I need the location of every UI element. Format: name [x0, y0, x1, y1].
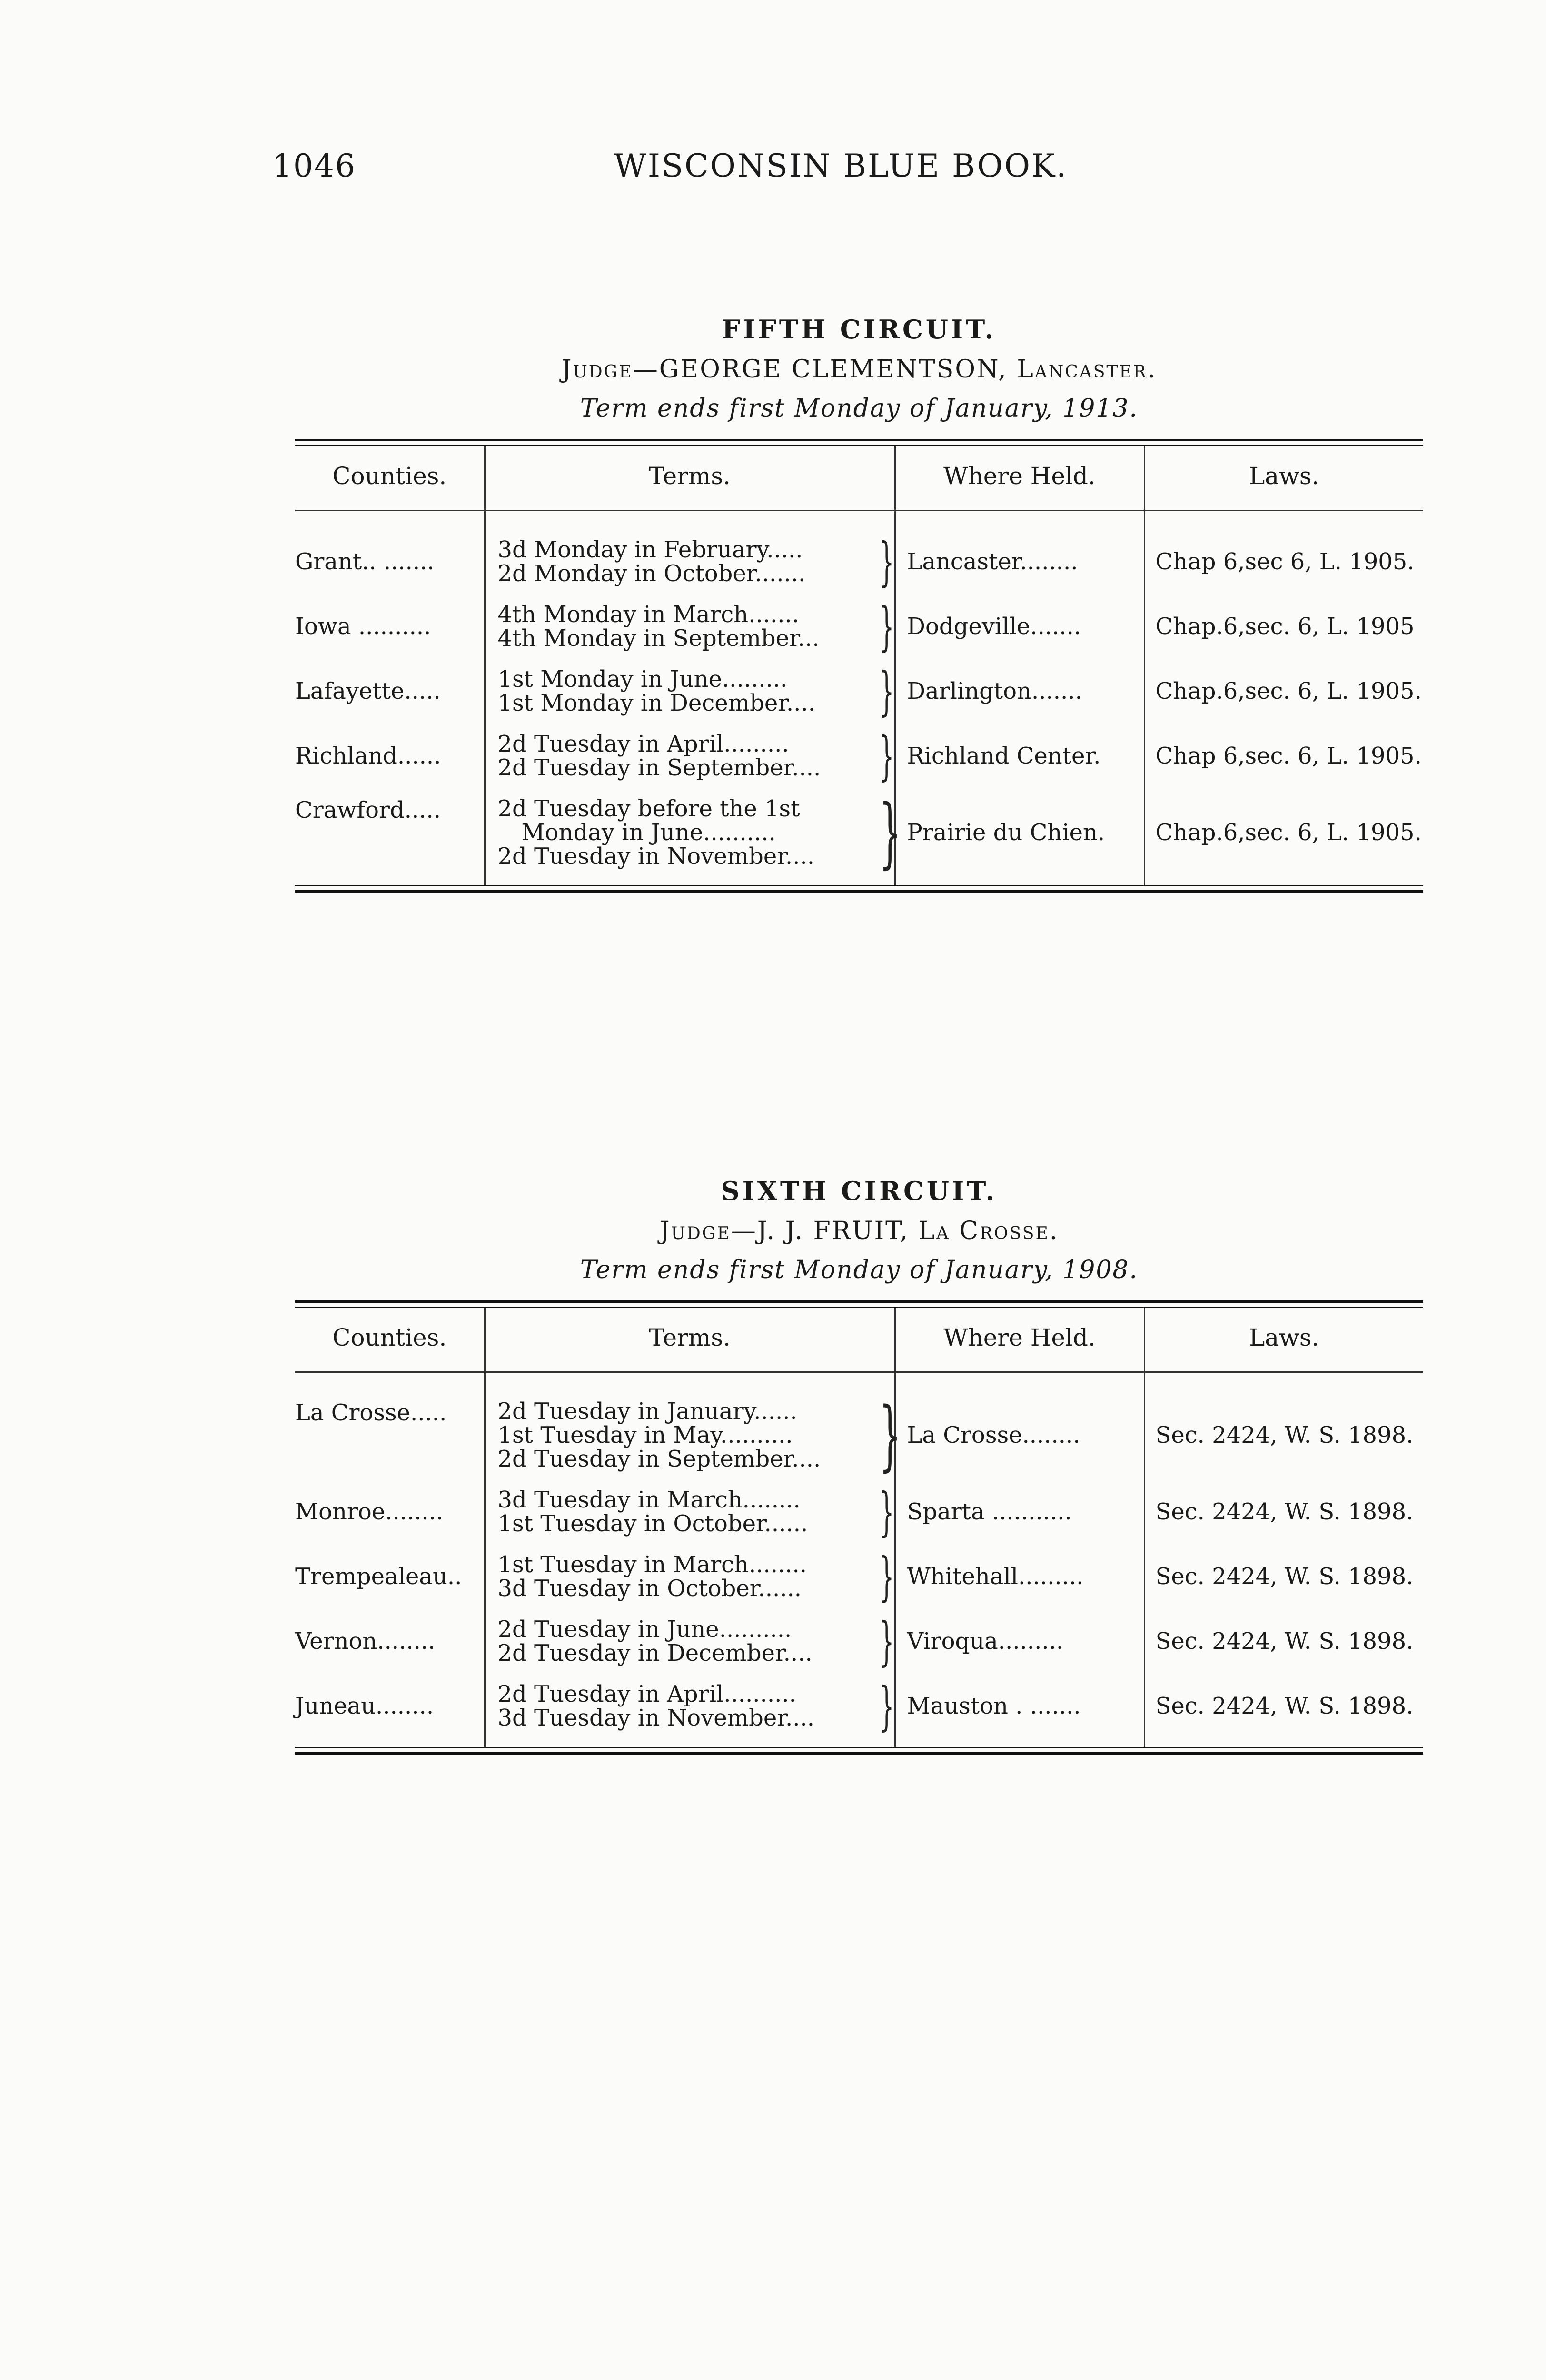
judge-label: Judge — [659, 1217, 731, 1245]
table-row — [295, 1372, 1423, 1480]
where-held-cell: Sparta ........... — [895, 1479, 1144, 1544]
column-header-terms: Terms. — [485, 446, 895, 511]
page-header — [0, 148, 1546, 195]
table-row — [295, 1609, 1423, 1674]
where-held-cell: La Crosse........ — [895, 1372, 1144, 1480]
term-date: 2d Monday in October....... — [497, 560, 806, 587]
fifth-circuit-table — [295, 446, 1423, 885]
term-date: 2d Tuesday in September.... — [497, 1446, 821, 1472]
section-title: SIXTH CIRCUIT. — [721, 1176, 998, 1206]
term-date: 1st Tuesday in May.......... — [497, 1422, 793, 1448]
county-cell: La Crosse..... — [295, 1399, 447, 1426]
page-number: 1046 — [272, 148, 356, 184]
table-row — [295, 659, 1423, 724]
judge-line — [295, 355, 1423, 384]
column-header-laws: Laws. — [1144, 446, 1423, 511]
brace-glyph: } — [879, 788, 901, 877]
table-row — [295, 724, 1423, 788]
terms-cell — [485, 1674, 895, 1747]
term-date: 1st Monday in June......... — [497, 666, 788, 693]
term-date: 4th Monday in September... — [497, 625, 820, 652]
term-date: 2d Tuesday in June.......... — [497, 1616, 792, 1643]
brace-glyph: } — [879, 1611, 894, 1672]
terms-cell — [485, 659, 895, 724]
term-date: 4th Monday in March....... — [497, 601, 800, 628]
column-header-counties: Counties. — [295, 446, 485, 511]
term-date: 2d Tuesday in April......... — [497, 731, 789, 757]
term-date: 2d Tuesday in November.... — [497, 843, 815, 870]
brace-glyph: } — [879, 1546, 894, 1607]
term-line: Term ends first Monday of January, 1913. — [580, 394, 1139, 423]
term-date: 1st Tuesday in October...... — [497, 1510, 808, 1537]
table-top-rule — [295, 1300, 1423, 1308]
laws-cell: Sec. 2424, W. S. 1898. — [1144, 1372, 1423, 1480]
brace-glyph: } — [879, 661, 894, 722]
table-bottom-rule — [295, 1747, 1423, 1755]
term-date: 3d Monday in February..... — [497, 536, 803, 563]
judge-name: —GEORGE CLEMENTSON, — [633, 355, 1017, 384]
brace-glyph: } — [879, 1676, 894, 1736]
terms-cell — [485, 511, 895, 595]
term-date: 3d Tuesday in October...... — [497, 1575, 802, 1602]
column-header-where-held: Where Held. — [895, 446, 1144, 511]
terms-cell — [485, 724, 895, 788]
where-held-cell: Whitehall......... — [895, 1544, 1144, 1609]
terms-cell — [485, 788, 901, 885]
where-held-cell: Lancaster........ — [895, 511, 1144, 595]
table-row — [295, 1674, 1423, 1747]
laws-cell: Chap.6,sec. 6, L. 1905. — [1144, 659, 1423, 724]
term-date: 2d Tuesday before the 1st — [497, 795, 800, 822]
county-cell: Monroe........ — [295, 1498, 444, 1525]
table-header-row — [295, 1308, 1423, 1372]
laws-cell: Chap 6,sec. 6, L. 1905. — [1144, 724, 1423, 788]
county-cell: Grant.. ....... — [295, 548, 435, 575]
term-date: Monday in June.......... — [521, 819, 776, 846]
laws-cell: Sec. 2424, W. S. 1898. — [1144, 1479, 1423, 1544]
fifth-circuit-section — [295, 314, 1423, 893]
brace-glyph: } — [879, 1390, 901, 1479]
term-date: 2d Tuesday in April.......... — [497, 1681, 796, 1707]
judge-place: La Crosse. — [918, 1217, 1059, 1245]
terms-cell — [485, 1544, 895, 1609]
term-line: Term ends first Monday of January, 1908. — [580, 1256, 1139, 1284]
column-header-where-held: Where Held. — [895, 1308, 1144, 1372]
term-date: 3d Tuesday in March........ — [497, 1487, 801, 1513]
judge-name: —J. J. FRUIT, — [731, 1217, 919, 1245]
county-cell: Lafayette..... — [295, 678, 441, 704]
table-top-rule — [295, 439, 1423, 446]
laws-cell: Sec. 2424, W. S. 1898. — [1144, 1609, 1423, 1674]
county-cell: Crawford..... — [295, 797, 441, 823]
judge-place: Lancaster. — [1017, 355, 1157, 384]
county-cell: Iowa .......... — [295, 613, 431, 640]
brace-glyph: } — [879, 725, 894, 786]
term-date: 2d Tuesday in September.... — [497, 754, 821, 781]
laws-cell: Chap.6,sec. 6, L. 1905. — [1144, 788, 1423, 885]
section-title: FIFTH CIRCUIT. — [722, 314, 997, 345]
brace-glyph: } — [879, 596, 894, 657]
terms-cell — [485, 594, 895, 659]
county-cell: Juneau........ — [295, 1693, 434, 1719]
brace-glyph: } — [879, 531, 894, 592]
table-row — [295, 788, 1423, 885]
term-date: 2d Tuesday in January...... — [497, 1398, 797, 1425]
judge-label: Judge — [561, 355, 633, 384]
where-held-cell: Mauston . ....... — [895, 1674, 1144, 1747]
table-header-row — [295, 446, 1423, 511]
laws-cell: Sec. 2424, W. S. 1898. — [1144, 1544, 1423, 1609]
laws-cell: Sec. 2424, W. S. 1898. — [1144, 1674, 1423, 1747]
where-held-cell: Viroqua......... — [895, 1609, 1144, 1674]
term-date: 3d Tuesday in November.... — [497, 1705, 815, 1731]
column-header-terms: Terms. — [485, 1308, 895, 1372]
where-held-cell: Dodgeville....... — [895, 594, 1144, 659]
sixth-circuit-section — [295, 1176, 1423, 1755]
brace-glyph: } — [879, 1481, 894, 1542]
terms-cell — [485, 1609, 895, 1674]
column-header-counties: Counties. — [295, 1308, 485, 1372]
county-cell: Trempealeau.. — [295, 1563, 462, 1590]
where-held-cell: Prairie du Chien. — [895, 788, 1144, 885]
sixth-circuit-table — [295, 1308, 1423, 1747]
terms-cell — [485, 1479, 895, 1544]
where-held-cell: Richland Center. — [895, 724, 1144, 788]
term-date: 1st Monday in December.... — [497, 690, 815, 716]
table-row — [295, 594, 1423, 659]
laws-cell: Chap 6,sec 6, L. 1905. — [1144, 511, 1423, 595]
column-header-laws: Laws. — [1144, 1308, 1423, 1372]
county-cell: Richland...... — [295, 743, 441, 769]
table-row — [295, 1479, 1423, 1544]
term-date: 2d Tuesday in December.... — [497, 1640, 813, 1666]
table-row — [295, 511, 1423, 595]
running-title: WISCONSIN BLUE BOOK. — [614, 148, 1068, 184]
where-held-cell: Darlington....... — [895, 659, 1144, 724]
table-bottom-rule — [295, 885, 1423, 893]
judge-line — [295, 1217, 1423, 1245]
county-cell: Vernon........ — [295, 1628, 436, 1655]
laws-cell: Chap.6,sec. 6, L. 1905 — [1144, 594, 1423, 659]
terms-cell — [485, 1372, 901, 1480]
table-row — [295, 1544, 1423, 1609]
term-date: 1st Tuesday in March........ — [497, 1551, 807, 1578]
